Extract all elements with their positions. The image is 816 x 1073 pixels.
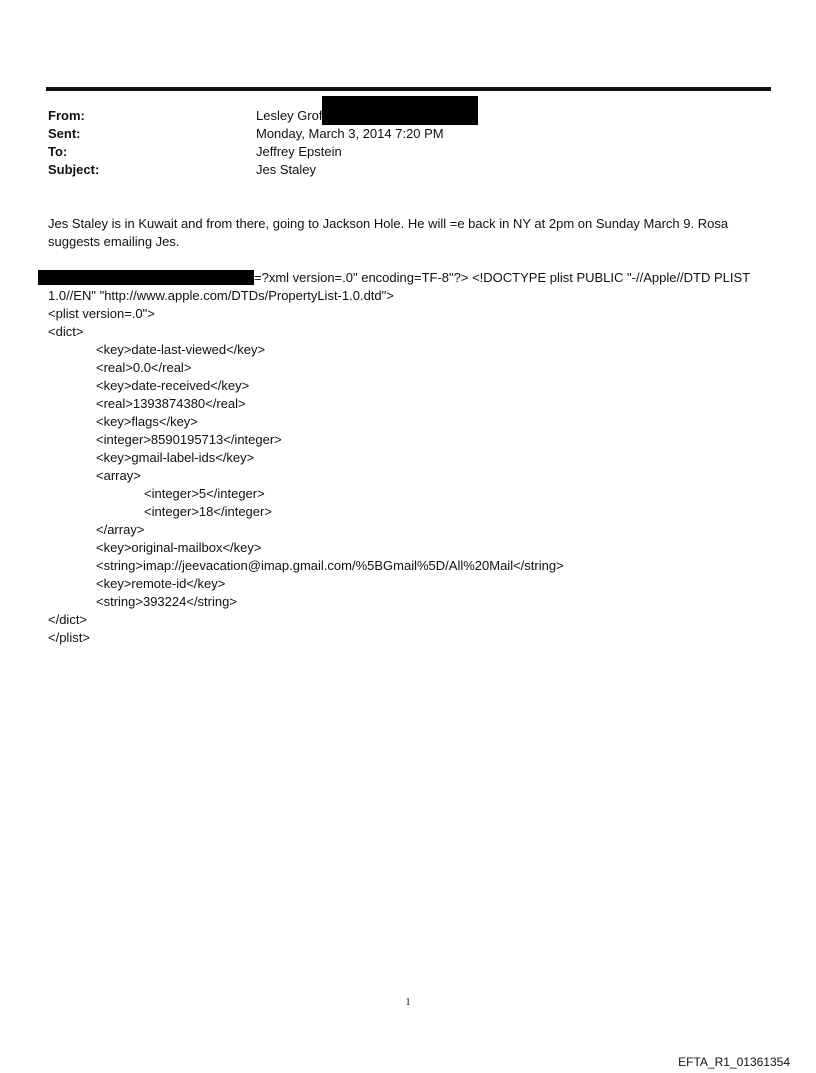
- plist-line: <key>original-mailbox</key>: [96, 540, 262, 555]
- plist-line: <key>date-last-viewed</key>: [96, 342, 266, 357]
- sent-value: Monday, March 3, 2014 7:20 PM: [256, 126, 444, 141]
- plist-doctype-url: 1.0//EN" "http://www.apple.com/DTDs/PropertyList-1.0.dtd">: [48, 288, 394, 303]
- plist-line: <array>: [96, 468, 141, 483]
- plist-line: <real>1393874380</real>: [96, 396, 246, 411]
- sent-label: Sent:: [48, 126, 81, 141]
- redaction-box: [38, 270, 254, 285]
- plist-line: <key>gmail-label-ids</key>: [96, 450, 255, 465]
- plist-line: <string>imap://jeevacation@imap.gmail.com/%5BGmail%5D/All%20Mail</string>: [96, 558, 564, 573]
- plist-line: <key>date-received</key>: [96, 378, 250, 393]
- from-value: Lesley Grof: [256, 108, 323, 123]
- subject-value: Jes Staley: [256, 162, 316, 177]
- plist-line: <integer>18</integer>: [144, 504, 272, 519]
- to-value: Jeffrey Epstein: [256, 144, 342, 159]
- page-number: 1: [405, 996, 411, 1008]
- plist-line: <key>remote-id</key>: [96, 576, 226, 591]
- subject-label: Subject:: [48, 162, 100, 177]
- message-body-line-2: suggests emailing Jes.: [48, 234, 180, 249]
- plist-line: </dict>: [48, 612, 88, 627]
- plist-line: </plist>: [48, 630, 90, 645]
- plist-line: <plist version=.0">: [48, 306, 155, 321]
- plist-line: <integer>5</integer>: [144, 486, 265, 501]
- plist-line: <string>393224</string>: [96, 594, 237, 609]
- plist-line: </array>: [96, 522, 145, 537]
- plist-line: <integer>8590195713</integer>: [96, 432, 282, 447]
- header-rule: [46, 87, 771, 91]
- plist-line: <key>flags</key>: [96, 414, 198, 429]
- from-label: From:: [48, 108, 85, 123]
- to-label: To:: [48, 144, 68, 159]
- redaction-box: [322, 96, 478, 125]
- plist-xml-declaration: =?xml version=.0" encoding=TF-8"?> <!DOCTYPE plist PUBLIC "-//Apple//DTD PLIST: [254, 270, 751, 285]
- message-body-line-1: Jes Staley is in Kuwait and from there, going to Jackson Hole. He will =e back in NY at 2pm on Sunday March 9. Rosa: [48, 216, 729, 231]
- document-id: EFTA_R1_01361354: [678, 1055, 790, 1069]
- plist-line: <real>0.0</real>: [96, 360, 192, 375]
- plist-line: <dict>: [48, 324, 84, 339]
